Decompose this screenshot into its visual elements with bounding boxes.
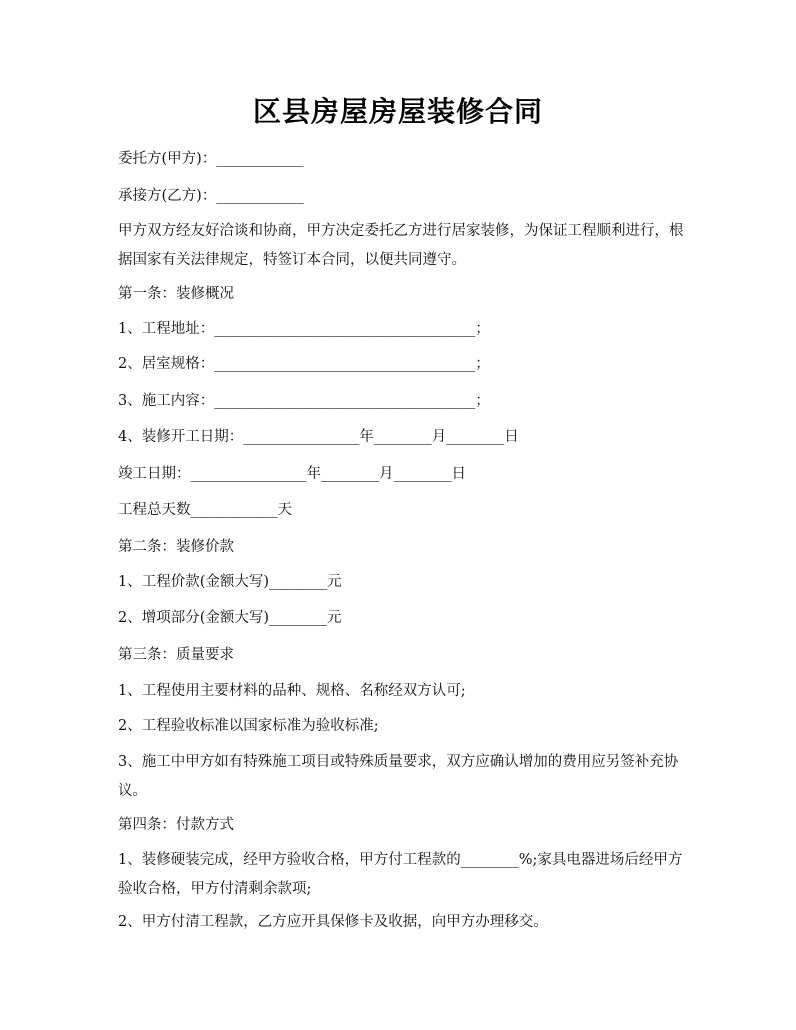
materials-clause: 1、工程使用主要材料的品种、规格、名称经双方认可; (118, 683, 466, 699)
completion-date-line: 竣工日期：________________年________月________日 (118, 466, 466, 482)
document-title: 区县房屋房屋装修合同 (252, 95, 543, 128)
total-days-line: 工程总天数____________天 (118, 502, 292, 518)
article-2-heading: 第二条：装修价款 (118, 539, 234, 555)
special-requirements-clause: 3、施工中甲方如有特殊施工项目或特殊质量要求，双方应确认增加的费用应另签补充协议。 (118, 754, 679, 799)
work-content-line: 3、施工内容：____________________________________； (118, 393, 490, 409)
start-date-line: 4、装修开工日期：________________年________月________日 (118, 429, 519, 445)
room-spec-line: 2、居室规格：____________________________________； (118, 356, 490, 372)
article-4-heading: 第四条：付款方式 (118, 817, 234, 833)
payment-clause-1: 1、装修硬装完成，经甲方验收合格，甲方付工程款的________%;家具电器进场后经甲方验收合格，甲方付清剩余款项; (118, 852, 683, 897)
project-address-line: 1、工程地址：____________________________________； (118, 321, 490, 337)
additional-items-line: 2、增项部分(金额大写)________元 (118, 610, 342, 626)
project-price-line: 1、工程价款(金额大写)________元 (118, 574, 342, 590)
payment-clause-2: 2、甲方付清工程款，乙方应开具保修卡及收据，向甲方办理移交。 (118, 914, 548, 930)
acceptance-standard-clause: 2、工程验收标准以国家标准为验收标准; (118, 718, 379, 734)
article-3-heading: 第三条：质量要求 (118, 647, 234, 663)
preamble-paragraph: 甲方双方经友好洽谈和协商，甲方决定委托乙方进行居家装修，为保证工程顺利进行，根据国家有关法律规定，特签订本合同，以便共同遵守。 (118, 223, 684, 268)
client-party-line: 委托方(甲方)：____________ (118, 151, 304, 167)
contractor-party-line: 承接方(乙方)：____________ (118, 188, 304, 204)
article-1-heading: 第一条：装修概况 (118, 286, 234, 302)
